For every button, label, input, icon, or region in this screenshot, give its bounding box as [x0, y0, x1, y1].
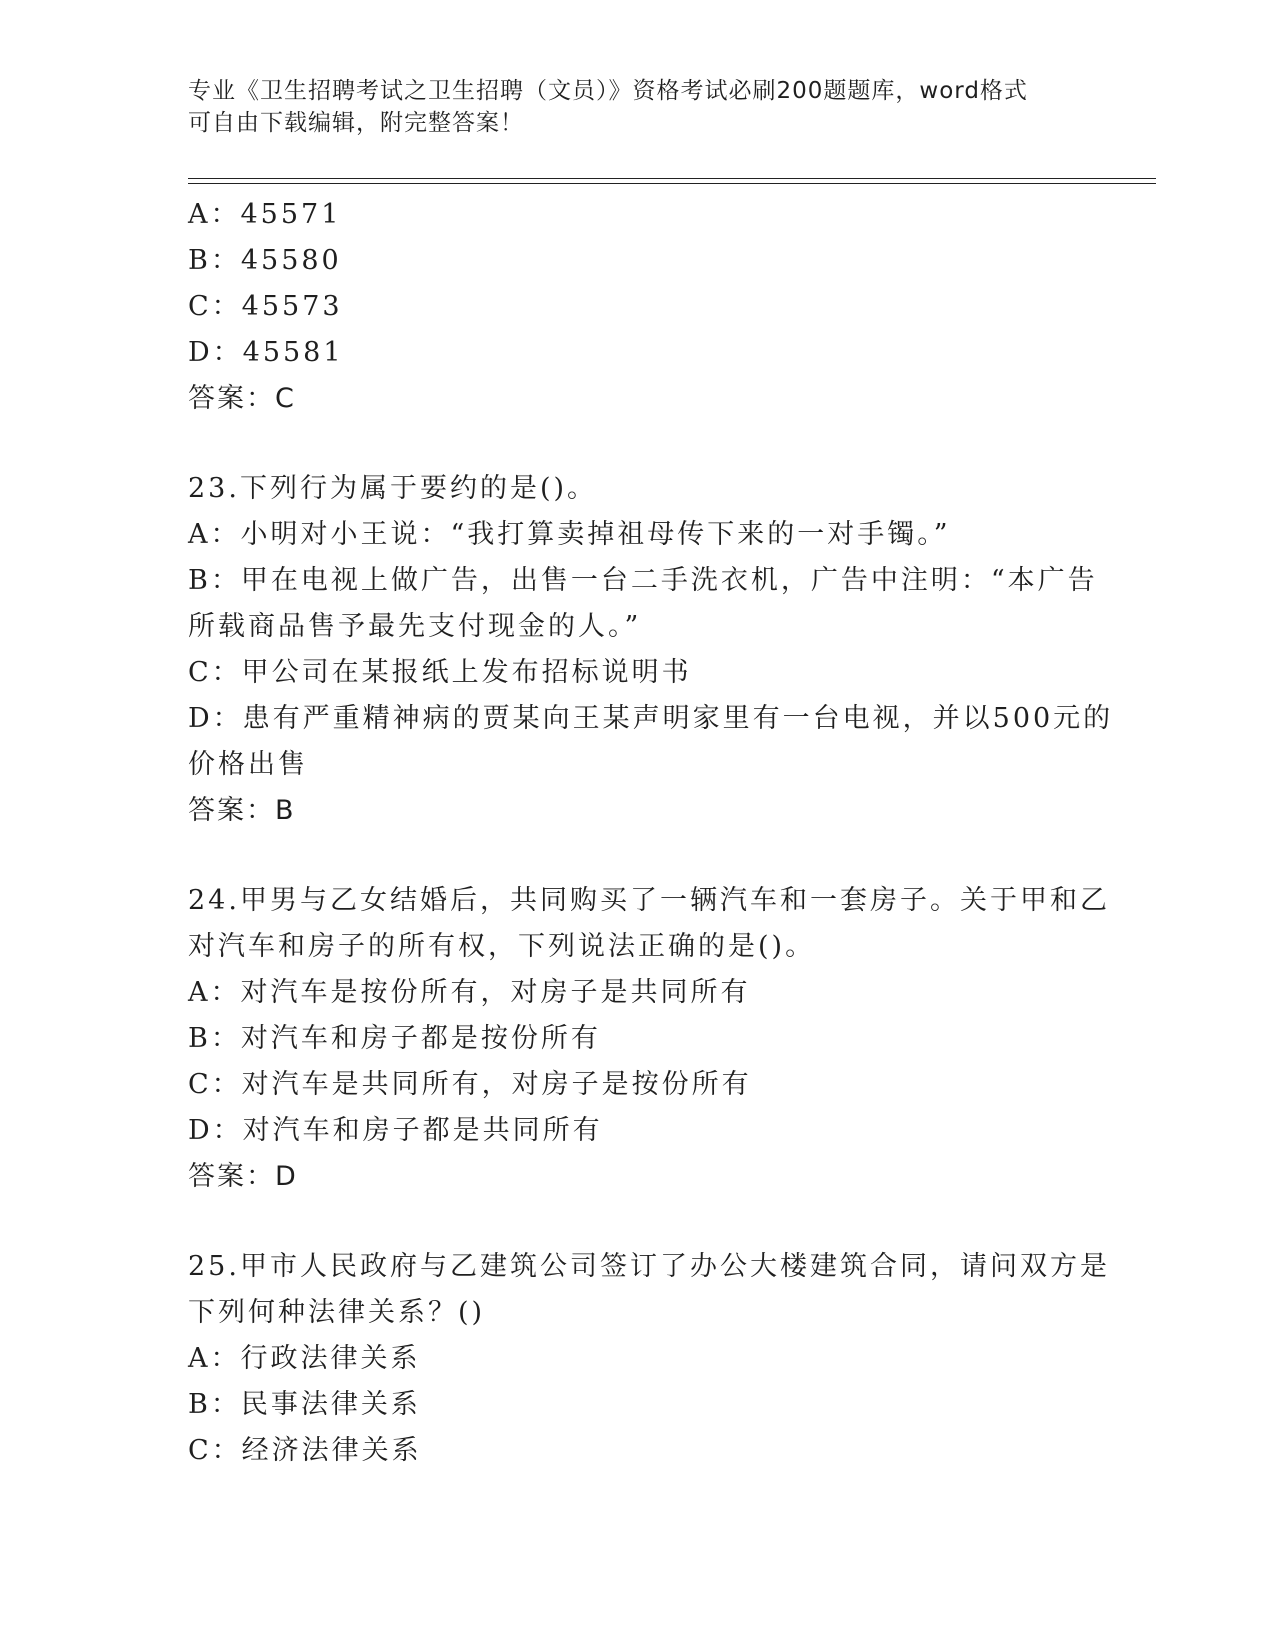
- spacer: [188, 422, 1088, 466]
- question-23: [188, 466, 1114, 834]
- header-line-1: 专业《卫生招聘考试之卫生招聘（文员）》资格考试必刷200题题库，word格式: [188, 78, 1028, 104]
- q23-option-a: A：小明对小王说：“我打算卖掉祖母传下来的一对手镯。”: [188, 519, 951, 550]
- q23-stem: 23.下列行为属于要约的是()。: [188, 473, 598, 504]
- q25-option-c: C：经济法律关系: [188, 1435, 422, 1466]
- q24-stem-line-2: 对汽车和房子的所有权，下列说法正确的是()。: [188, 931, 816, 962]
- q23-option-b-line-2: 所载商品售予最先支付现金的人。”: [188, 611, 642, 642]
- q24-stem-line-1: 24.甲男与乙女结婚后，共同购买了一辆汽车和一套房子。关于甲和乙: [188, 885, 1110, 916]
- q23-option-d-line-2: 价格出售: [188, 749, 308, 780]
- q24-option-d: D：对汽车和房子都是共同所有: [188, 1115, 603, 1146]
- q23-option-d-line-1: D：患有严重精神病的贾某向王某声明家里有一台电视，并以500元的: [188, 703, 1114, 734]
- q22-answer: 答案：C: [188, 383, 296, 414]
- spacer: [188, 834, 1088, 878]
- q25-stem-line-2: 下列何种法律关系？(): [188, 1297, 486, 1328]
- header-rule-bottom: [188, 183, 1156, 184]
- page-header: [188, 75, 1068, 139]
- question-content: [188, 192, 1114, 1474]
- q25-option-b: B：民事法律关系: [188, 1389, 421, 1420]
- q23-answer: 答案：B: [188, 795, 296, 826]
- q22-option-a: A：45571: [188, 199, 342, 230]
- question-22-remainder: [188, 192, 1088, 422]
- q23-option-c: C：甲公司在某报纸上发布招标说明书: [188, 657, 692, 688]
- question-24: [188, 878, 1110, 1200]
- q25-option-a: A：行政法律关系: [188, 1343, 421, 1374]
- header-line-2: 可自由下载编辑，附完整答案！: [188, 110, 524, 136]
- q24-option-a: A：对汽车是按份所有，对房子是共同所有: [188, 977, 751, 1008]
- header-rule-top: [188, 178, 1156, 179]
- q22-option-d: D：45581: [188, 337, 344, 368]
- q22-option-b: B：45580: [188, 245, 342, 276]
- q24-answer: 答案：D: [188, 1161, 298, 1192]
- spacer: [188, 1200, 1088, 1244]
- q22-option-c: C：45573: [188, 291, 343, 322]
- q23-option-b-line-1: B：甲在电视上做广告，出售一台二手洗衣机，广告中注明：“本广告: [188, 565, 1098, 596]
- q25-stem-line-1: 25.甲市人民政府与乙建筑公司签订了办公大楼建筑合同，请问双方是: [188, 1251, 1110, 1282]
- q24-option-b: B：对汽车和房子都是按份所有: [188, 1023, 601, 1054]
- q24-option-c: C：对汽车是共同所有，对房子是按份所有: [188, 1069, 752, 1100]
- question-25: [188, 1244, 1110, 1474]
